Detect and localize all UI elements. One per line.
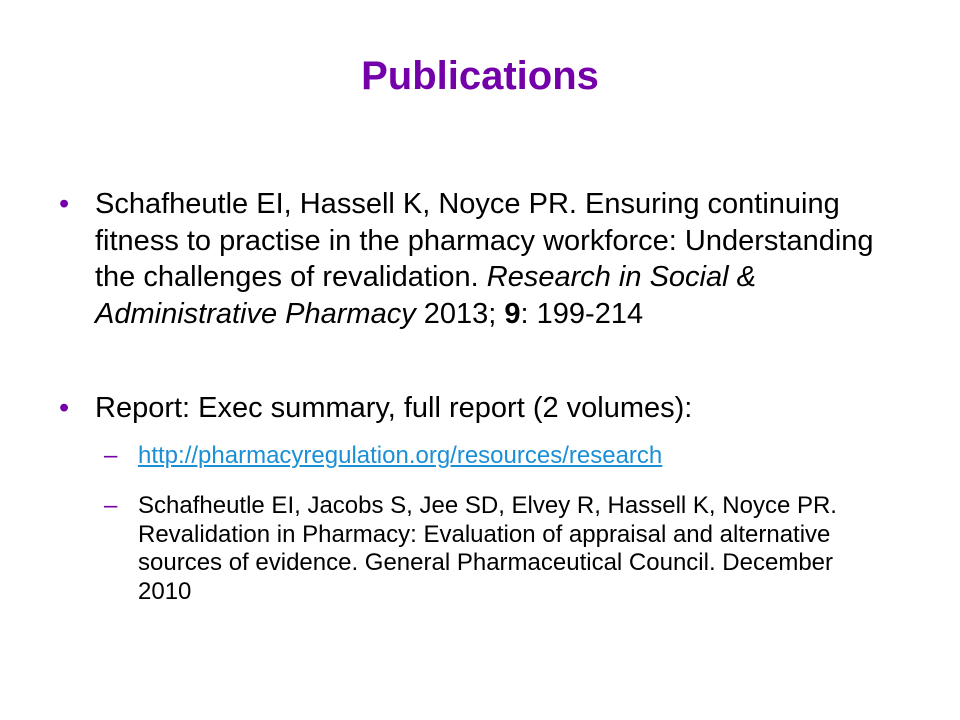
article-volume: 9 (504, 297, 521, 330)
research-link[interactable]: http://pharmacyregulation.org/resources/research (138, 442, 663, 469)
article-authors-title: Schafheutle EI, Hassell K, Noyce PR. Ensuring continuing fitness to practise in the pharmacy workforce: Understanding the challenges of revalidation. (95, 188, 874, 293)
bullet-marker: • (59, 392, 70, 424)
article-year: 2013; (415, 297, 505, 330)
sub-bullet-report-citation (104, 492, 868, 606)
report-text: Report: Exec summary, full report (2 volumes): (95, 392, 693, 424)
sub-bullet-link (104, 442, 868, 471)
article-pages: : 199-214 (520, 297, 644, 330)
bullet-publication-article (59, 186, 875, 332)
dash-marker: – (104, 442, 118, 469)
article-journal: Research in Social & Administrative Pharmacy (95, 261, 756, 330)
report-citation: Schafheutle EI, Jacobs S, Jee SD, Elvey R, Hassell K, Noyce PR. Revalidation in Pharmacy: Evaluation of appraisal and alternative sources of evidence. General Pharmaceutical Council. December 2010 (138, 492, 837, 605)
bullet-report (59, 390, 875, 427)
dash-marker: – (104, 492, 118, 519)
slide-title: Publications (361, 54, 599, 98)
bullet-marker: • (59, 188, 70, 220)
